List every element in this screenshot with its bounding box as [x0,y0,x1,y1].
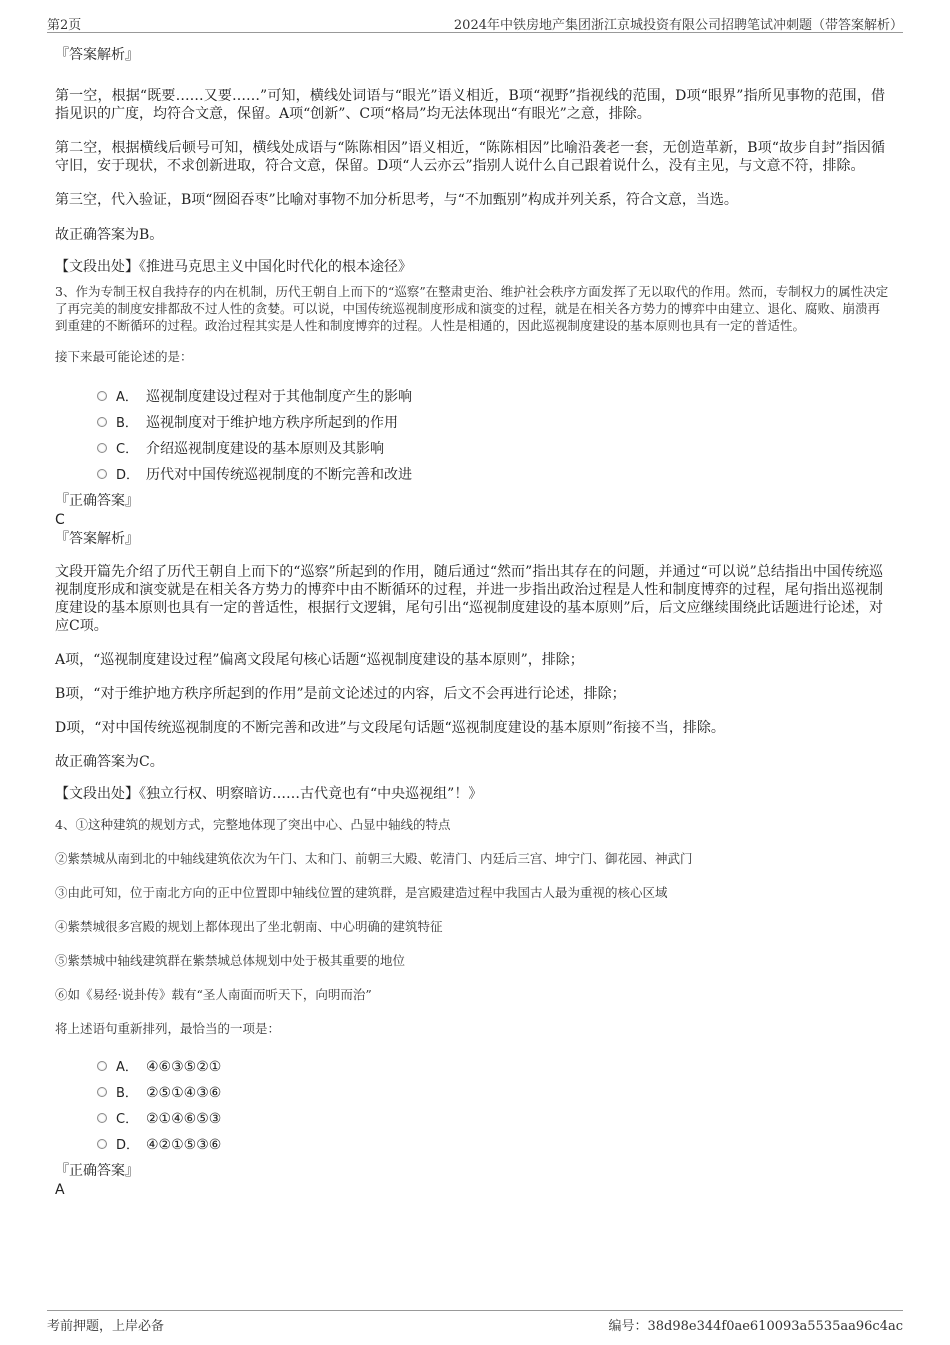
q4-sentence-2: ②紫禁城从南到北的中轴线建筑依次为午门、太和门、前朝三大殿、乾清门、内廷后三宫、坤宁门、御花园、神武门 [55,851,693,866]
q3-option-b[interactable]: B． 巡视制度对于维护地方秩序所起到的作用 [97,410,895,436]
radio-icon[interactable] [97,1113,107,1123]
radio-icon[interactable] [97,391,107,401]
q4-sentence-1: 4、①这种建筑的规划方式，完整地体现了突出中心、凸显中轴线的特点 [55,817,451,832]
radio-icon[interactable] [97,417,107,427]
q3-analysis-label: 『答案解析』 [55,531,139,547]
q4-option-a[interactable]: A． ④⑥③⑤②① [97,1054,895,1080]
q4-sentence-5: ⑤紫禁城中轴线建筑群在紫禁城总体规划中处于极其重要的地位 [55,953,406,968]
q4-option-b[interactable]: B． ②⑤①④③⑥ [97,1080,895,1106]
page-number: 第2页 [47,18,82,33]
q2-source: 【文段出处】《推进马克思主义中国化时代化的根本途径》 [55,259,412,275]
q3-analysis-para-5: 故正确答案为C。 [55,754,164,770]
q4-answer: A [55,1182,65,1198]
q4-sentence-4: ④紫禁城很多宫殿的规划上都体现出了坐北朝南、中心明确的建筑特征 [55,919,443,934]
q3-options [97,384,895,488]
q3-source: 【文段出处】《独立行权、明察暗访……古代竟也有“中央巡视组”！》 [55,786,483,802]
q3-analysis-para-4: D项，“对中国传统巡视制度的不断完善和改进”与文段尾句话题“巡视制度建设的基本原则”衔接不当，排除。 [55,720,725,736]
q2-analysis-para-1: 第一空，根据“既要……又要……”可知，横线处词语与“眼光”语义相近，B项“视野”指视线的范围，D项“眼界”指所见事物的范围，借指见识的广度，均符合文意，保留。A项“创新”、C项“格局”均无法体现出“有眼光”之意，排除。 [55,88,885,122]
page-header [47,12,903,33]
q4-option-c[interactable]: C． ②①④⑥⑤③ [97,1106,895,1132]
q3-prompt: 接下来最可能论述的是： [55,349,193,364]
q4-options [97,1054,895,1158]
radio-icon[interactable] [97,1139,107,1149]
q2-analysis-label: 『答案解析』 [55,47,139,63]
q3-option-c[interactable]: C． 介绍巡视制度建设的基本原则及其影响 [97,436,895,462]
q4-sentence-3: ③由此可知，位于南北方向的正中位置即中轴线位置的建筑群，是宫殿建造过程中我国古人最为重视的核心区域 [55,885,668,900]
q2-analysis-para-3: 第三空，代入验证，B项“囫囵吞枣”比喻对事物不加分析思考，与“不加甄别”构成并列关系，符合文意，当选。 [55,192,738,208]
radio-icon[interactable] [97,1087,107,1097]
footer-slogan: 考前押题，上岸必备 [47,1319,165,1334]
radio-icon[interactable] [97,1061,107,1071]
q3-stem: 3、作为专制王权自我持存的内在机制，历代王朝自上而下的“巡察”在整肃吏治、维护社会秩序方面发挥了无以取代的作用。然而，专制权力的属性决定了再完美的制度安排都敌不过人性的贪婪。可以说，中国传统巡视制度形成和演变的过程，就是在相关各方势力的博弈中由建立、退化、腐败、崩溃再到重建的不断循环的过程。政治过程其实是人性和制度博弈的过程。人性是相通的，因此巡视制度建设的基本原则也具有一定的普适性。 [55,284,889,333]
radio-icon[interactable] [97,469,107,479]
q3-analysis-para-2: A项，“巡视制度建设过程”偏离文段尾句核心话题“巡视制度建设的基本原则”，排除； [55,652,584,668]
q4-option-d[interactable]: D． ④②①⑤③⑥ [97,1132,895,1158]
document-title: 2024年中铁房地产集团浙江京城投资有限公司招聘笔试冲刺题（带答案解析） [453,18,903,33]
q3-analysis-para-1: 文段开篇先介绍了历代王朝自上而下的“巡察”所起到的作用，随后通过“然而”指出其存在的问题，并通过“可以说”总结指出中国传统巡视制度形成和演变就是在相关各方势力的博弈中由不断循环的过程，并进一步指出政治过程是人性和制度博弈的过程，尾句指出巡视制度建设的基本原则也具有一定的普适性，根据行文逻辑，尾句引出“巡视制度建设的基本原则”后，后文应继续围绕此话题进行论述，对应C项。 [55,564,883,634]
q3-answer-label: 『正确答案』 [55,493,139,509]
document-code: 编号：38d98e344f0ae610093a5535aa96c4ac [608,1319,903,1334]
q4-sentence-6: ⑥如《易经·说卦传》载有“圣人南面而听天下，向明而治” [55,987,372,1002]
page-content [55,40,895,1199]
q2-analysis-para-4: 故正确答案为B。 [55,227,164,243]
q3-option-d[interactable]: D． 历代对中国传统巡视制度的不断完善和改进 [97,462,895,488]
q2-analysis-para-2: 第二空，根据横线后顿号可知，横线处成语与“陈陈相因”语义相近，“陈陈相因”比喻沿袭老一套，无创造革新，B项“故步自封”指因循守旧，安于现状，不求创新进取，符合文意，保留。D项“人云亦云”指别人说什么自己跟着说什么，没有主见，与文意不符，排除。 [55,140,885,174]
q3-answer: C [55,512,65,528]
radio-icon[interactable] [97,443,107,453]
q3-option-a[interactable]: A． 巡视制度建设过程对于其他制度产生的影响 [97,384,895,410]
q4-prompt: 将上述语句重新排列，最恰当的一项是： [55,1021,281,1036]
q4-answer-label: 『正确答案』 [55,1163,139,1179]
page-footer [47,1310,903,1335]
q3-analysis-para-3: B项，“对于维护地方秩序所起到的作用”是前文论述过的内容，后文不会再进行论述，排除； [55,686,626,702]
